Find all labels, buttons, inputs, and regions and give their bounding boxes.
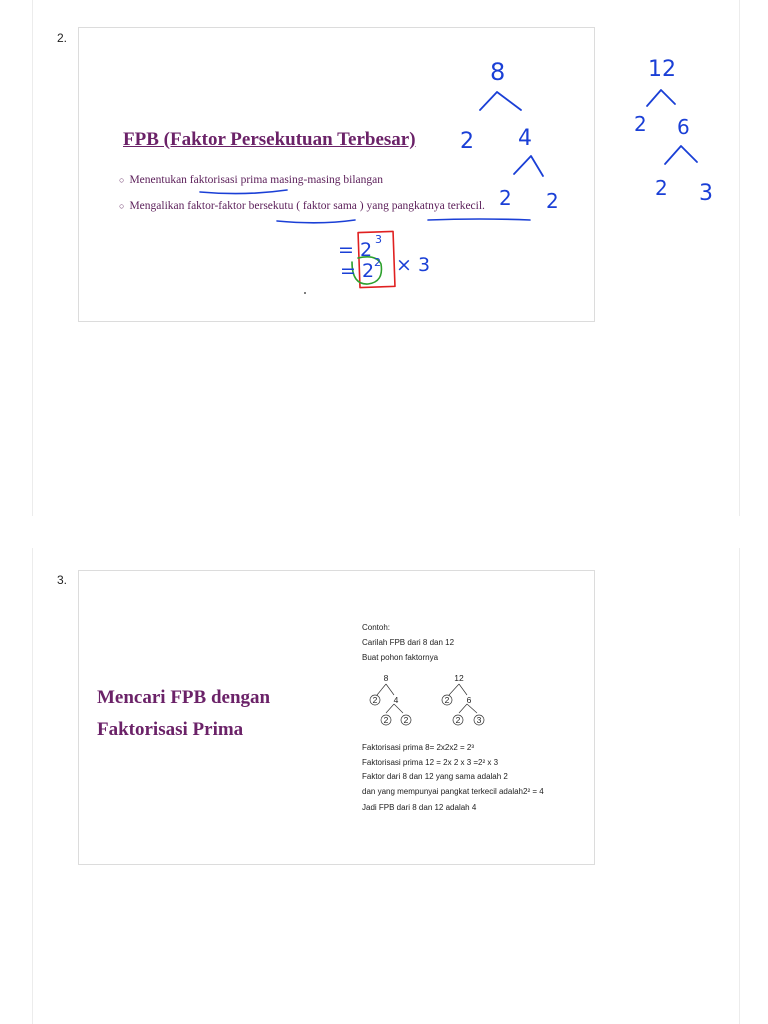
example-heading: Contoh: (362, 623, 391, 632)
work-line-1: = 2 (338, 239, 373, 261)
tree-12-right: 6 (677, 115, 690, 139)
slide-number: 3. (57, 573, 68, 587)
tree-8-root: 8 (383, 673, 389, 683)
bullet-item (119, 200, 485, 212)
tree-8-left: 2 (460, 129, 474, 154)
tree-12-sub-right: 3 (476, 715, 482, 725)
example-task: Carilah FPB dari 8 dan 12 (362, 638, 455, 647)
tree-8-root: 8 (490, 58, 506, 86)
tree-8-sub-left: 2 (499, 186, 512, 210)
tree-12-right: 6 (466, 695, 472, 705)
bullet-icon: ○ (119, 201, 125, 211)
tree-12-left: 2 (634, 112, 647, 136)
bullet-item (119, 174, 383, 186)
example-line: Faktor dari 8 dan 12 yang sama adalah 2 (362, 772, 508, 781)
example-instruction: Buat pohon faktornya (362, 653, 439, 662)
bullet-text: Mengalikan faktor-faktor bersekutu ( faktor sama ) yang pangkatnya terkecil. (129, 200, 485, 212)
slide-number: 2. (57, 31, 68, 45)
tree-8-sub-right: 2 (546, 189, 559, 213)
tree-12-root: 12 (648, 57, 676, 82)
tree-12-sub-left: 2 (655, 176, 668, 200)
tree-8-sub-left: 2 (383, 715, 389, 725)
tree-12-sub-right: 3 (699, 181, 713, 206)
work-line-1-exponent: 3 (375, 233, 382, 246)
work-line-2-tail: × 3 (396, 254, 431, 276)
tree-12-sub-left: 2 (455, 715, 461, 725)
example-line: Faktorisasi prima 12 = 2x 2 x 3 =2² x 3 (362, 758, 499, 767)
work-line-2-exponent: 2 (374, 256, 381, 269)
slide-2 (78, 27, 595, 322)
tree-8-right: 4 (393, 695, 399, 705)
example-line: dan yang mempunyai pangkat terkecil adalah2² = 4 (362, 787, 544, 796)
work-line-2: = 2 (340, 260, 375, 282)
slide-title: FPB (Faktor Persekutuan Terbesar) (123, 129, 416, 150)
slide-3 (78, 570, 595, 865)
tree-12-left: 2 (444, 695, 450, 705)
dot-mark (304, 292, 306, 294)
tree-8-sub-right: 2 (403, 715, 409, 725)
bullet-text: Menentukan faktorisasi prima masing-masing bilangan (129, 174, 384, 186)
tree-8-left: 2 (372, 695, 378, 705)
tree-8-right: 4 (518, 126, 532, 151)
bullet-icon: ○ (119, 175, 125, 185)
slide-title: Mencari FPB dengan Faktorisasi Prima (97, 687, 271, 740)
example-line: Faktorisasi prima 8= 2x2x2 = 2³ (362, 743, 475, 752)
example-line: Jadi FPB dari 8 dan 12 adalah 4 (362, 803, 477, 812)
tree-12-root: 12 (454, 673, 464, 683)
